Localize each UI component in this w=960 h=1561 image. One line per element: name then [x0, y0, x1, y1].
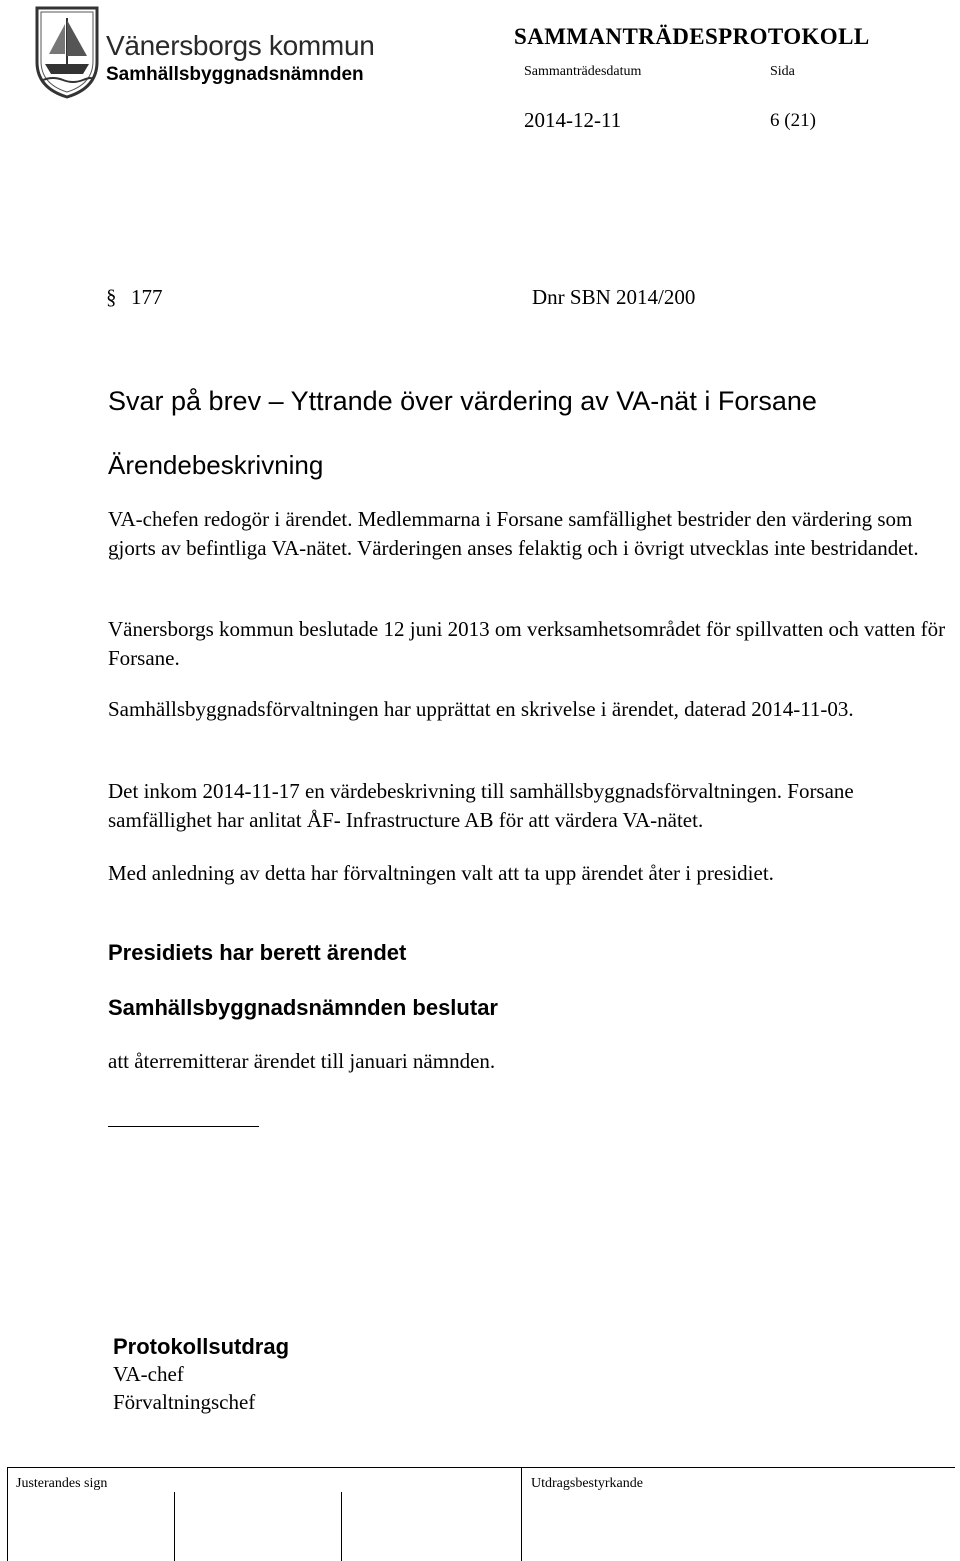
footer-column-line	[7, 1468, 8, 1561]
paragraph: VA-chefen redogör i ärendet. Medlemmarna i Forsane samfällighet bestrider den värdering som gjorts av befintliga VA-nätet. Värderingen anses felaktig och i övrigt utvecklas inte bestridandet.	[108, 507, 919, 560]
paragraph: Det inkom 2014-11-17 en värdebeskrivning till samhällsbyggnadsförvaltningen. Forsane samfällighet har anlitat ÅF- Infrastructure AB för att värdera VA-nätet.	[108, 779, 854, 832]
coat-of-arms-logo-icon	[33, 4, 101, 100]
paragraph: Samhällsbyggnadsförvaltningen har upprättat en skrivelse i ärendet, daterad 2014-11-03.	[108, 697, 854, 721]
paragraph: Med anledning av detta har förvaltningen valt att ta upp ärendet åter i presidiet.	[108, 861, 774, 885]
extract-recipient: Förvaltningschef	[113, 1390, 256, 1414]
footer-column-line	[174, 1492, 175, 1561]
committee-name: Samhällsbyggnadsnämnden	[106, 64, 364, 85]
decision-text: att återremitterar ärendet till januari nämnden.	[108, 1049, 496, 1073]
footer-column-line	[521, 1468, 522, 1561]
footer-extract-label: Utdragsbestyrkande	[531, 1476, 643, 1491]
decision-heading: Samhällsbyggnadsnämnden beslutar	[108, 995, 498, 1020]
extract-recipient: VA-chef	[113, 1362, 184, 1386]
divider	[108, 1126, 259, 1127]
section-number: 177	[131, 285, 163, 309]
page-number: 6 (21)	[770, 110, 816, 131]
footer-divider	[7, 1467, 955, 1468]
organization-name: Vänersborgs kommun	[106, 30, 375, 61]
description-heading: Ärendebeskrivning	[108, 450, 324, 480]
meeting-date: 2014-12-11	[524, 108, 622, 132]
paragraph: Vänersborgs kommun beslutade 12 juni 2013 om verksamhetsområdet för spillvatten och vatten för Forsane.	[108, 617, 946, 670]
case-title: Svar på brev – Yttrande över värdering av VA-nät i Forsane	[108, 386, 817, 416]
section-sign: §	[106, 285, 117, 309]
footer-signature-label: Justerandes sign	[16, 1476, 108, 1491]
page-label: Sida	[770, 64, 795, 79]
presidium-heading: Presidiets har berett ärendet	[108, 940, 407, 965]
registration-number: Dnr SBN 2014/200	[532, 285, 696, 309]
meeting-date-label: Sammanträdesdatum	[524, 64, 642, 79]
document-type: SAMMANTRÄDESPROTOKOLL	[514, 24, 870, 49]
footer-column-line	[341, 1492, 342, 1561]
extract-heading: Protokollsutdrag	[113, 1334, 290, 1359]
